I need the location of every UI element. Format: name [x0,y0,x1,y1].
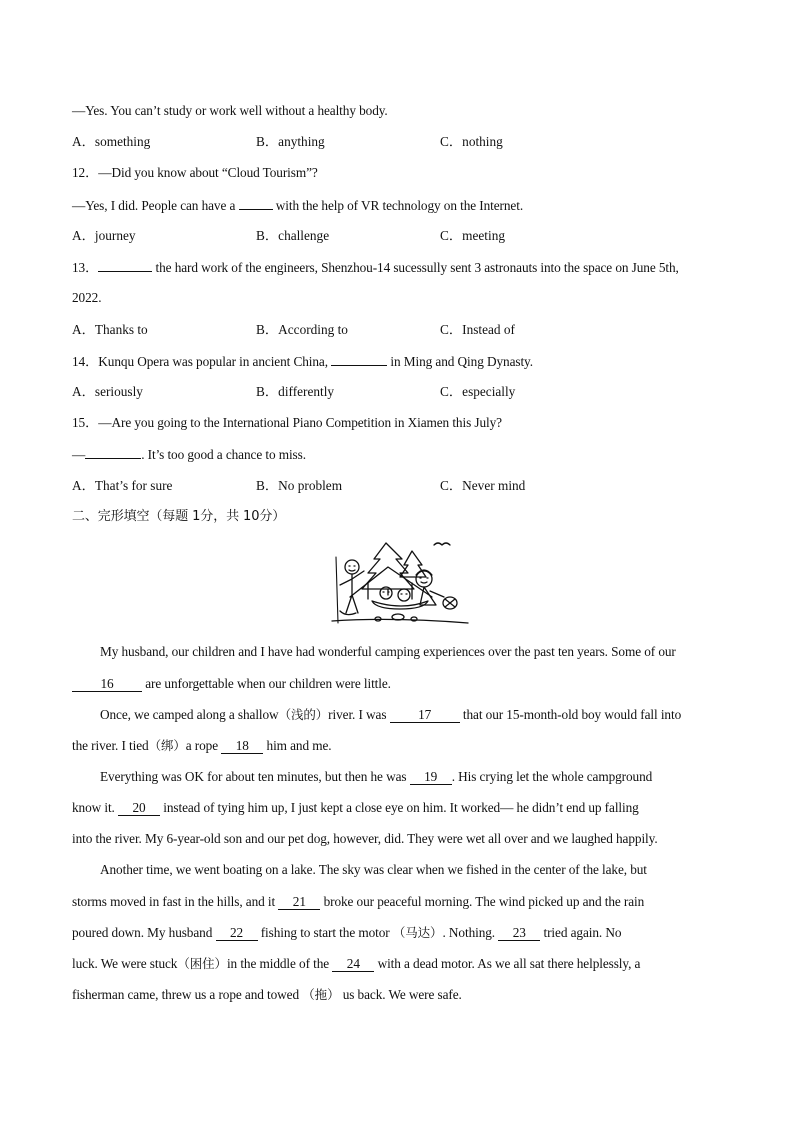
blank-16[interactable]: 16 [72,677,142,692]
passage-p3-line3: into the river. My 6-year-old son and our pet dog, however, did. They were wet all over and we laughed happily. [72,831,658,846]
passage-p4-text-f: . Nothing. [442,925,496,940]
passage-p3-line2 [72,800,639,816]
q11-option-c[interactable]: C．nothing [440,134,503,149]
q14-option-b[interactable]: B．differently [256,384,335,399]
passage-p2-text-c: that our 15-month-old boy would fall into [462,707,682,722]
blank-19[interactable]: 19 [410,770,452,785]
q12-number: 12． [72,165,99,180]
passage-p4-line3 [72,925,621,941]
q13-option-b[interactable]: B．According to [256,322,348,337]
gloss-shallow: （浅的） [278,707,329,722]
q15-number: 15． [72,415,99,430]
q11-option-b[interactable]: B．anything [256,134,325,149]
passage-p4-text-g: tried again. No [543,925,622,940]
gloss-tie: （绑） [148,738,186,753]
blank-24[interactable]: 24 [332,957,374,972]
section-2-title: 二、完形填空（每题 1分，共 10分） [72,509,286,524]
q13-question [72,259,679,276]
blank-23[interactable]: 23 [498,926,540,941]
passage-p4-text-e: fishing to start the motor [260,925,390,940]
passage-p2-text-f: him and me. [266,738,332,753]
blank-17[interactable]: 17 [390,708,460,723]
q12-blank[interactable] [239,197,273,210]
passage-p3-text-d: instead of tying him up, I just kept a close eye on him. It worked— he didn’t end up falling [163,800,639,815]
blank-18[interactable]: 18 [221,739,263,754]
camping-illustration [328,537,472,627]
q15-option-a[interactable]: A．That’s for sure [72,478,173,493]
passage-p2-text-a: Once, we camped along a shallow [100,707,279,722]
q13-text-cont: 2022. [72,290,102,305]
passage-p3-text-a: Everything was OK for about ten minutes, but then he was [100,769,407,784]
q12-reply [72,197,523,214]
q12-question [72,165,318,181]
q13-option-a[interactable]: A．Thanks to [72,322,148,337]
q14-text-part-b: in Ming and Qing Dynasty. [390,354,533,369]
q14-option-a[interactable]: A．seriously [72,384,143,399]
passage-p3-text-b: . His crying let the whole campground [451,769,653,784]
q15-question-text: —Are you going to the International Piano Competition in Xiamen this July? [98,415,502,430]
passage-p4-text-b: storms moved in fast in the hills, and it [72,894,276,909]
blank-21[interactable]: 21 [278,895,320,910]
passage-p4-text-j: with a dead motor. As we all sat there helplessly, a [377,956,641,971]
passage-p4-line4 [72,956,640,972]
passage-p4-text-l: us back. We were safe. [342,987,462,1002]
passage-p4-line5 [72,987,462,1003]
q15-blank[interactable] [85,446,141,459]
blank-20[interactable]: 20 [118,801,160,816]
gloss-tow: （拖） [302,987,340,1002]
q14-question [72,353,533,370]
q13-blank[interactable] [98,259,152,272]
q12-option-c[interactable]: C．meeting [440,228,505,243]
passage-p1-text: are unforgettable when our children were little. [145,676,391,691]
passage-p2-line1 [100,707,681,723]
passage-p1-line2 [72,676,391,692]
passage-p2-text-b: river. I was [328,707,387,722]
passage-p1-line1: My husband, our children and I have had wonderful camping experiences over the past ten years. Some of our [100,644,676,659]
passage-p4-text-c: broke our peaceful morning. The wind picked up and the rain [323,894,645,909]
q15-reply-part-a: — [72,447,86,462]
passage-p4-line2 [72,894,644,910]
q11-option-a[interactable]: A．something [72,134,151,149]
passage-p4-line1: Another time, we went boating on a lake. The sky was clear when we fished in the center of the lake, but [100,862,647,877]
q13-text-part-a: the hard work of the engineers, Shenzhou-14 sucessully sent 3 astronauts into the space on June 5th, [155,260,679,275]
passage-p2-line2 [72,738,332,754]
q15-reply-part-b: . It’s too good a chance to miss. [141,447,306,462]
q15-question [72,415,502,431]
q12-option-b[interactable]: B．challenge [256,228,330,243]
q13-number: 13． [72,260,99,275]
q14-number: 14． [72,354,99,369]
q15-option-c[interactable]: C．Never mind [440,478,526,493]
passage-p4-text-h: luck. We were stuck [72,956,178,971]
q15-option-b[interactable]: B．No problem [256,478,343,493]
q12-question-text: —Did you know about “Cloud Tourism”? [98,165,318,180]
passage-p2-text-d: the river. I tied [72,738,149,753]
q12-reply-part-a: —Yes, I did. People can have a [72,198,236,213]
q14-blank[interactable] [331,353,387,366]
passage-p3-text-c: know it. [72,800,115,815]
passage-p2-text-e: a rope [185,738,219,753]
q14-option-c[interactable]: C．especially [440,384,516,399]
gloss-stuck: （困住） [177,956,227,971]
q14-text-part-a: Kunqu Opera was popular in ancient China, [98,354,328,369]
gloss-motor: （马达） [392,925,443,940]
q13-option-c[interactable]: C．Instead of [440,322,515,337]
q12-reply-part-b: with the help of VR technology on the Internet. [275,198,524,213]
passage-p4-text-i: in the middle of the [226,956,330,971]
passage-p4-text-d: poured down. My husband [72,925,213,940]
q12-option-a[interactable]: A．journey [72,228,136,243]
q11-reply: —Yes. You can’t study or work well without a healthy body. [72,103,388,118]
passage-p4-text-k: fisherman came, threw us a rope and towed [72,987,300,1002]
blank-22[interactable]: 22 [216,926,258,941]
passage-p3-line1 [100,769,652,785]
q15-reply [72,446,306,463]
